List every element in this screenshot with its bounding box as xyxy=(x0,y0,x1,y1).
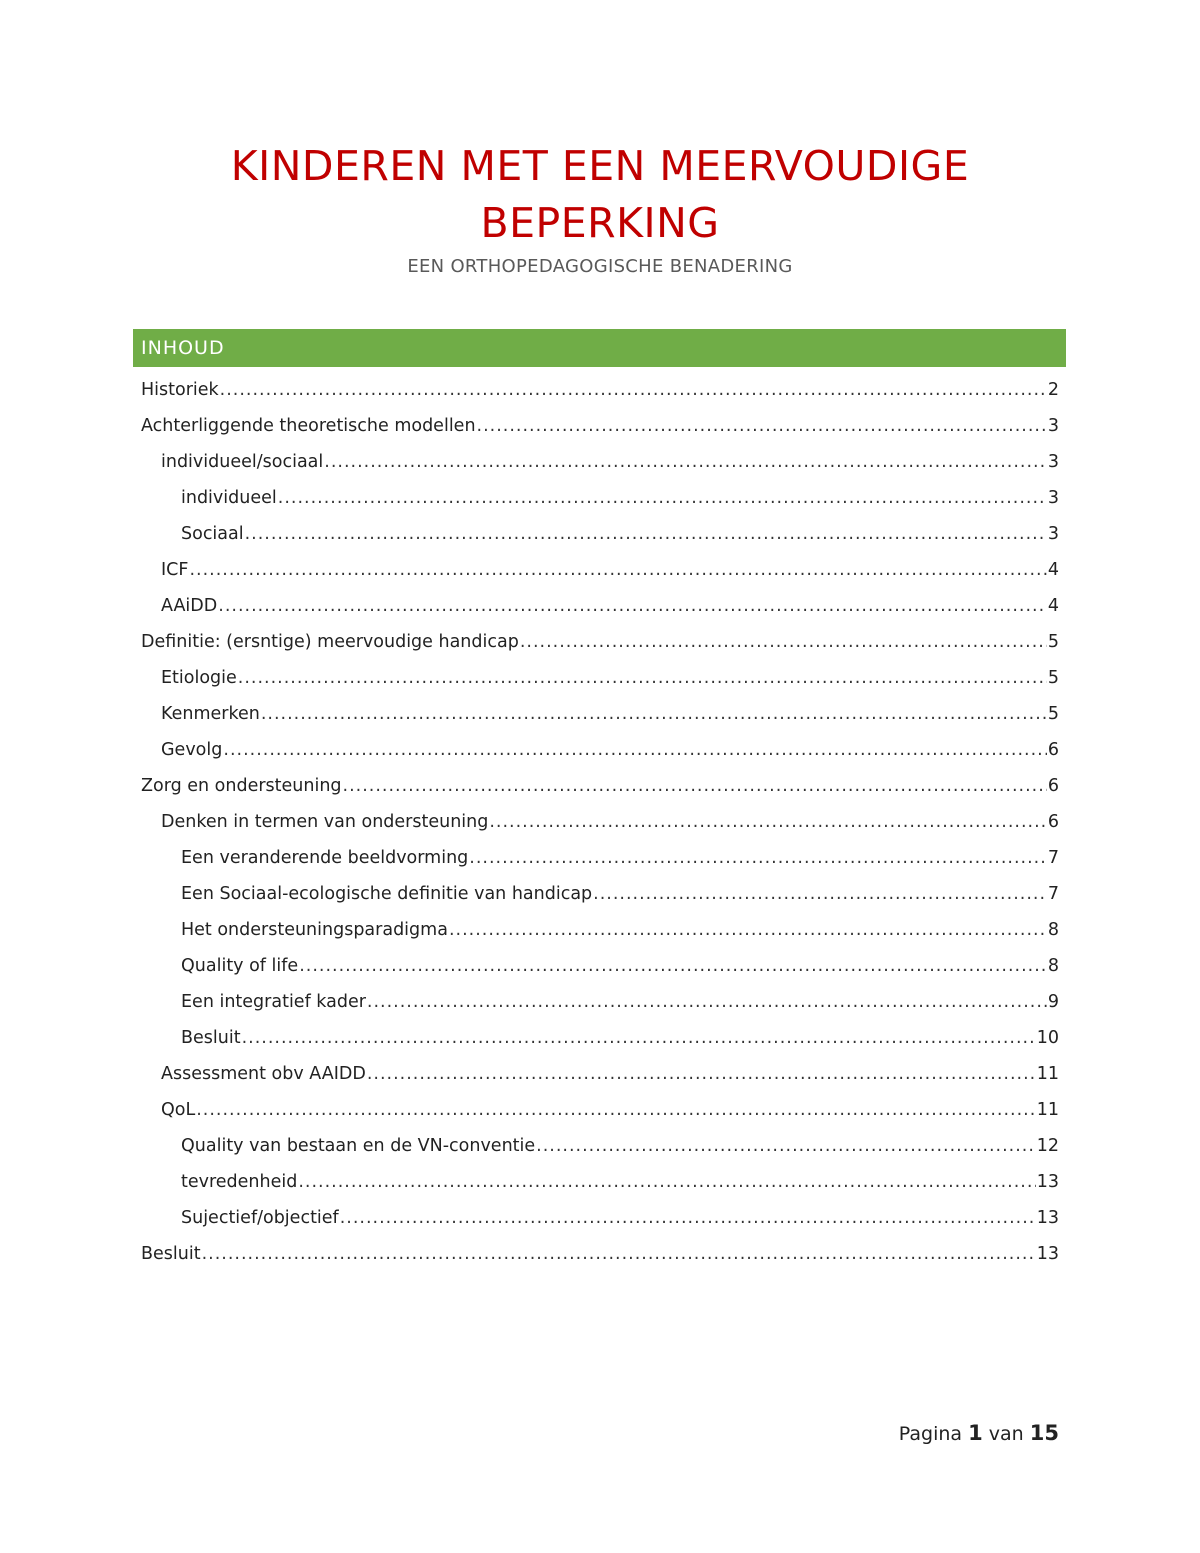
toc-entry-page: 11 xyxy=(1036,1100,1059,1120)
toc-dot-leader xyxy=(340,1200,1036,1236)
toc-dot-leader xyxy=(469,840,1047,876)
toc-entry-page: 3 xyxy=(1047,452,1059,472)
toc-entry[interactable] xyxy=(141,984,1059,1020)
toc-entry[interactable] xyxy=(141,912,1059,948)
toc-entry-title: Een veranderende beeldvorming xyxy=(181,848,469,868)
toc-entry-title: Gevolg xyxy=(161,740,223,760)
toc-header: INHOUD xyxy=(133,329,1066,367)
toc-dot-leader xyxy=(324,444,1047,480)
toc-dot-leader xyxy=(299,948,1047,984)
toc-entry-title: AAiDD xyxy=(161,596,218,616)
toc-entry[interactable] xyxy=(141,480,1059,516)
toc-entry[interactable] xyxy=(141,876,1059,912)
table-of-contents xyxy=(141,372,1059,1272)
toc-entry-page: 11 xyxy=(1036,1064,1059,1084)
toc-dot-leader xyxy=(489,804,1047,840)
toc-entry[interactable] xyxy=(141,516,1059,552)
toc-dot-leader xyxy=(298,1164,1035,1200)
toc-entry-title: Denken in termen van ondersteuning xyxy=(161,812,489,832)
toc-entry-page: 6 xyxy=(1047,776,1059,796)
toc-entry-title: Zorg en ondersteuning xyxy=(141,776,342,796)
toc-entry-page: 7 xyxy=(1047,848,1059,868)
title-line-2: BEPERKING xyxy=(480,199,720,247)
toc-entry[interactable] xyxy=(141,1164,1059,1200)
toc-entry-page: 3 xyxy=(1047,524,1059,544)
toc-entry-title: Een integratief kader xyxy=(181,992,366,1012)
toc-entry-title: Quality of life xyxy=(181,956,299,976)
toc-entry-title: Quality van bestaan en de VN-conventie xyxy=(181,1136,536,1156)
toc-dot-leader xyxy=(202,1236,1036,1272)
toc-entry-title: ICF xyxy=(161,560,189,580)
toc-entry[interactable] xyxy=(141,660,1059,696)
toc-entry-title: Achterliggende theoretische modellen xyxy=(141,416,476,436)
toc-entry[interactable] xyxy=(141,552,1059,588)
toc-entry[interactable] xyxy=(141,768,1059,804)
toc-entry-title: Kenmerken xyxy=(161,704,260,724)
footer-total-pages: 15 xyxy=(1029,1421,1059,1445)
toc-dot-leader xyxy=(278,480,1047,516)
toc-entry[interactable] xyxy=(141,804,1059,840)
toc-dot-leader xyxy=(261,696,1047,732)
toc-dot-leader xyxy=(520,624,1047,660)
toc-entry-page: 10 xyxy=(1036,1028,1059,1048)
toc-entry[interactable] xyxy=(141,372,1059,408)
toc-dot-leader xyxy=(218,588,1047,624)
toc-entry[interactable] xyxy=(141,732,1059,768)
toc-entry[interactable] xyxy=(141,408,1059,444)
toc-dot-leader xyxy=(367,984,1047,1020)
toc-entry-page: 13 xyxy=(1036,1172,1059,1192)
toc-entry-page: 6 xyxy=(1047,740,1059,760)
toc-entry-title: individueel xyxy=(181,488,277,508)
toc-entry[interactable] xyxy=(141,444,1059,480)
toc-entry-title: tevredenheid xyxy=(181,1172,298,1192)
toc-dot-leader xyxy=(242,1020,1036,1056)
toc-entry-page: 3 xyxy=(1047,416,1059,436)
toc-entry-page: 13 xyxy=(1036,1244,1059,1264)
toc-dot-leader xyxy=(223,732,1046,768)
toc-entry-page: 8 xyxy=(1047,920,1059,940)
toc-entry-title: Assessment obv AAIDD xyxy=(161,1064,366,1084)
document-title xyxy=(140,138,1060,252)
toc-entry[interactable] xyxy=(141,1092,1059,1128)
toc-entry-page: 12 xyxy=(1036,1136,1059,1156)
toc-entry-page: 3 xyxy=(1047,488,1059,508)
title-line-1: KINDEREN MET EEN MEERVOUDIGE xyxy=(230,142,970,190)
toc-entry-page: 5 xyxy=(1047,668,1059,688)
footer-current-page: 1 xyxy=(968,1421,983,1445)
toc-entry[interactable] xyxy=(141,588,1059,624)
toc-dot-leader xyxy=(343,768,1047,804)
toc-entry-page: 4 xyxy=(1047,560,1059,580)
toc-entry-title: Een Sociaal-ecologische definitie van handicap xyxy=(181,884,593,904)
toc-dot-leader xyxy=(477,408,1047,444)
toc-dot-leader xyxy=(449,912,1047,948)
toc-entry-page: 6 xyxy=(1047,812,1059,832)
toc-entry-page: 5 xyxy=(1047,632,1059,652)
toc-entry-title: Het ondersteuningsparadigma xyxy=(181,920,448,940)
toc-dot-leader xyxy=(593,876,1047,912)
toc-dot-leader xyxy=(238,660,1047,696)
toc-entry-page: 13 xyxy=(1036,1208,1059,1228)
toc-entry[interactable] xyxy=(141,840,1059,876)
toc-entry[interactable] xyxy=(141,948,1059,984)
toc-dot-leader xyxy=(196,1092,1035,1128)
toc-entry-title: Historiek xyxy=(141,380,219,400)
toc-entry-page: 8 xyxy=(1047,956,1059,976)
toc-entry-page: 4 xyxy=(1047,596,1059,616)
toc-entry-page: 5 xyxy=(1047,704,1059,724)
toc-entry-title: Sujectief/objectief xyxy=(181,1208,339,1228)
toc-entry-title: individueel/sociaal xyxy=(161,452,324,472)
toc-dot-leader xyxy=(536,1128,1036,1164)
toc-entry[interactable] xyxy=(141,696,1059,732)
toc-dot-leader xyxy=(220,372,1047,408)
toc-entry-title: Besluit xyxy=(181,1028,241,1048)
toc-entry[interactable] xyxy=(141,1056,1059,1092)
toc-entry-page: 9 xyxy=(1047,992,1059,1012)
footer-middle: van xyxy=(988,1423,1024,1445)
toc-entry-title: QoL xyxy=(161,1100,196,1120)
document-subtitle: EEN ORTHOPEDAGOGISCHE BENADERING xyxy=(407,256,793,277)
toc-entry[interactable] xyxy=(141,1200,1059,1236)
toc-entry-page: 7 xyxy=(1047,884,1059,904)
toc-entry-title: Sociaal xyxy=(181,524,244,544)
toc-entry[interactable] xyxy=(141,1236,1059,1272)
toc-entry[interactable] xyxy=(141,624,1059,660)
toc-entry-page: 2 xyxy=(1047,380,1059,400)
toc-entry-title: Besluit xyxy=(141,1244,201,1264)
toc-entry-title: Etiologie xyxy=(161,668,237,688)
toc-entry-title: Definitie: (ersntige) meervoudige handicap xyxy=(141,632,519,652)
footer-prefix: Pagina xyxy=(898,1423,963,1445)
toc-entry[interactable] xyxy=(141,1128,1059,1164)
toc-entry[interactable] xyxy=(141,1020,1059,1056)
toc-dot-leader xyxy=(367,1056,1036,1092)
page-footer xyxy=(899,1421,1059,1445)
toc-dot-leader xyxy=(245,516,1047,552)
toc-dot-leader xyxy=(189,552,1046,588)
